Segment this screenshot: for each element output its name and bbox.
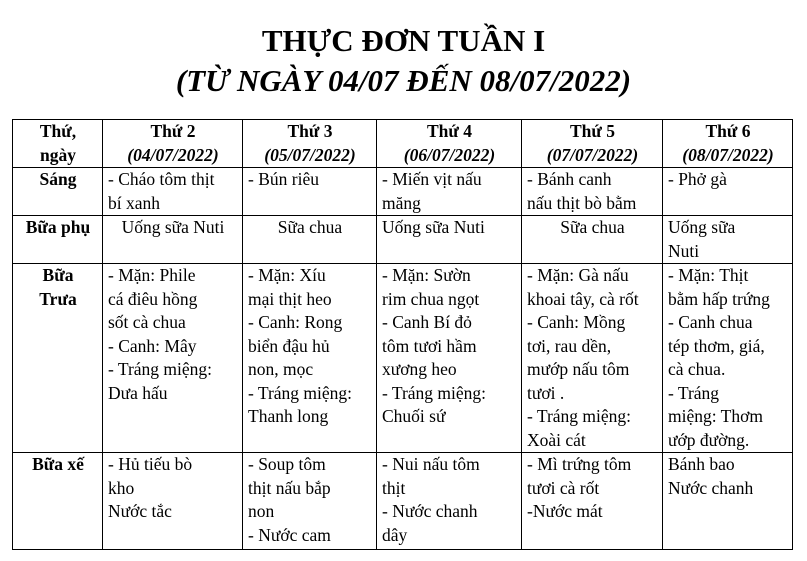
- menu-line: bằm hấp trứng: [668, 288, 770, 309]
- menu-line: Nước chanh: [668, 477, 754, 498]
- menu-cell-mon: [103, 453, 243, 550]
- menu-cell-mon: [103, 168, 243, 216]
- menu-line: - Tráng miệng:: [248, 382, 353, 403]
- menu-line: Nước tắc: [108, 501, 172, 521]
- header-row: [13, 120, 793, 168]
- menu-table: [12, 119, 793, 550]
- menu-line: - Mặn: Xíu: [248, 265, 326, 285]
- menu-cell-tue: [243, 453, 377, 550]
- day-header-fri: Thứ 6 (08/07/2022): [663, 120, 793, 168]
- menu-line: - Tráng miệng:: [527, 406, 632, 426]
- menu-line: măng: [382, 192, 421, 213]
- row-label: Sáng: [13, 168, 103, 216]
- menu-cell-thu: [522, 168, 663, 216]
- menu-cell-wed: [377, 168, 522, 216]
- menu-line: - Bánh canh: [527, 169, 612, 189]
- menu-line: Bánh bao: [668, 454, 735, 474]
- menu-line: - Tráng miệng:: [108, 359, 213, 379]
- menu-line: - Mặn: Sườn: [382, 265, 471, 285]
- menu-cell-fri: [663, 168, 793, 216]
- menu-cell-mon: [103, 264, 243, 453]
- menu-line: Dưa hấu: [108, 382, 168, 403]
- menu-line: xương heo: [382, 359, 457, 379]
- menu-line: - Nui nấu tôm: [382, 454, 480, 474]
- menu-line: non, mọc: [248, 359, 314, 379]
- row-lunch: [13, 264, 793, 453]
- menu-line: - Tráng: [668, 382, 720, 403]
- menu-cell-thu: [522, 453, 663, 550]
- menu-line: tươi cà rốt: [527, 477, 600, 498]
- menu-cell-wed: [377, 264, 522, 453]
- menu-line: Chuối sứ: [382, 406, 446, 426]
- menu-cell-fri: [663, 453, 793, 550]
- menu-line: rim chua ngọt: [382, 288, 480, 309]
- day-header-wed: Thứ 4 (06/07/2022): [377, 120, 522, 168]
- menu-line: bí xanh: [108, 192, 161, 213]
- menu-line: - Bún riêu: [248, 169, 319, 189]
- menu-line: tơi, rau dền,: [527, 335, 612, 356]
- menu-line: thịt: [382, 477, 406, 498]
- menu-line: - Nước cam: [248, 524, 331, 545]
- menu-line: Uống sữa Nuti: [382, 217, 485, 237]
- menu-line: - Miến vịt nấu: [382, 169, 482, 189]
- menu-line: - Mì trứng tôm: [527, 454, 632, 474]
- menu-line: - Hủ tiếu bò: [108, 454, 193, 474]
- row-breakfast: [13, 168, 793, 216]
- menu-line: Nuti: [668, 240, 700, 261]
- row-label: Bữa Trưa: [13, 264, 103, 453]
- menu-line: tươi .: [527, 382, 565, 403]
- menu-line: - Tráng miệng:: [382, 382, 487, 403]
- menu-line: Uống sữa: [668, 217, 736, 237]
- day-header-mon: Thứ 2 (04/07/2022): [103, 120, 243, 168]
- menu-line: - Phở gà: [668, 169, 727, 189]
- menu-line: - Canh chua: [668, 312, 753, 332]
- menu-line: kho: [108, 477, 135, 498]
- menu-line: nấu thịt bò bằm: [527, 192, 637, 213]
- menu-cell-wed: [377, 453, 522, 550]
- menu-cell-tue: [243, 264, 377, 453]
- menu-cell-tue: [243, 216, 377, 264]
- menu-cell-thu: [522, 264, 663, 453]
- row-snack: [13, 216, 793, 264]
- menu-line: - Soup tôm: [248, 454, 326, 474]
- menu-line: cà chua.: [668, 359, 726, 379]
- menu-line: mại thịt heo: [248, 288, 332, 309]
- menu-line: cá điêu hồng: [108, 288, 198, 309]
- menu-line: dây: [382, 524, 408, 545]
- row-label: Bữa xế: [13, 453, 103, 550]
- row-afternoon: [13, 453, 793, 550]
- menu-line: Xoài cát: [527, 429, 586, 450]
- menu-line: tép thơm, giá,: [668, 335, 765, 356]
- menu-line: mướp nấu tôm: [527, 359, 630, 379]
- day-header-thu: Thứ 5 (07/07/2022): [522, 120, 663, 168]
- menu-cell-tue: [243, 168, 377, 216]
- menu-cell-mon: [103, 216, 243, 264]
- corner-header: Thứ, ngày: [13, 120, 103, 168]
- menu-line: - Canh: Mồng: [527, 312, 626, 332]
- menu-line: - Canh Bí đỏ: [382, 312, 472, 332]
- menu-line: - Cháo tôm thịt: [108, 169, 215, 189]
- menu-line: miệng: Thơm: [668, 406, 763, 426]
- page-title: THỰC ĐƠN TUẦN I: [261, 23, 546, 58]
- menu-line: - Canh: Rong: [248, 312, 343, 332]
- menu-line: - Mặn: Phile: [108, 265, 196, 285]
- menu-cell-wed: [377, 216, 522, 264]
- menu-line: - Nước chanh: [382, 501, 478, 521]
- menu-line: non: [248, 501, 275, 521]
- menu-line: Sữa chua: [560, 217, 625, 237]
- menu-line: - Mặn: Gà nấu: [527, 265, 629, 285]
- menu-line: - Canh: Mây: [108, 335, 197, 356]
- menu-line: -Nước mát: [527, 501, 603, 521]
- menu-line: biển đậu hủ: [248, 335, 330, 356]
- menu-line: thịt nấu bắp: [248, 477, 331, 498]
- menu-cell-fri: [663, 264, 793, 453]
- day-header-tue: Thứ 3 (05/07/2022): [243, 120, 377, 168]
- row-label: Bữa phụ: [13, 216, 103, 264]
- menu-line: - Mặn: Thịt: [668, 265, 749, 285]
- menu-line: Uống sữa Nuti: [121, 217, 225, 237]
- menu-line: Sữa chua: [277, 217, 343, 237]
- menu-cell-thu: [522, 216, 663, 264]
- menu-line: khoai tây, cà rốt: [527, 288, 639, 309]
- menu-line: tôm tươi hầm: [382, 335, 477, 356]
- page-subtitle: (TỪ NGÀY 04/07 ĐẾN 08/07/2022): [175, 63, 632, 98]
- menu-cell-fri: [663, 216, 793, 264]
- menu-line: Thanh long: [248, 406, 329, 426]
- menu-line: ướp đường.: [668, 429, 750, 450]
- menu-line: sốt cà chua: [108, 312, 186, 332]
